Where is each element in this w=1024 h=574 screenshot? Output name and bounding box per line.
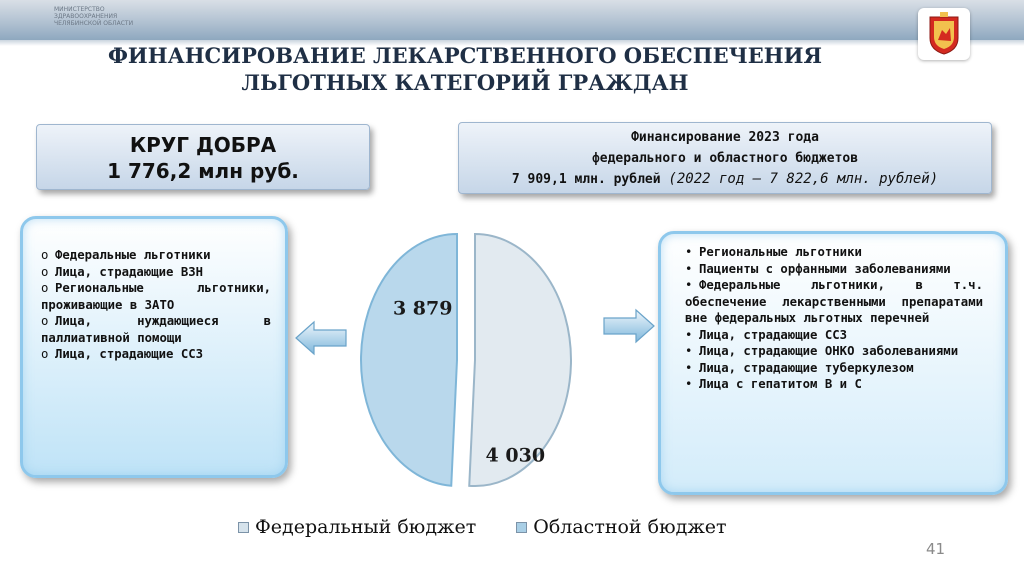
federal-categories-panel: [20, 216, 288, 478]
financing-previous-year: (2022 год – 7 822,6 млн. рублей): [668, 171, 939, 187]
list-item-text: Лица, страдающие туберкулезом: [699, 360, 914, 375]
list-item-text: Федеральные льготники, в т.ч. обеспечение лекарственными препаратами вне федеральных льготных перечней: [685, 278, 983, 325]
list-item: [685, 343, 983, 360]
dot-bullet-icon: •: [685, 360, 693, 375]
legend-item-federal: [238, 516, 476, 538]
page-title-line1: ФИНАНСИРОВАНИЕ ЛЕКАРСТВЕННОГО ОБЕСПЕЧЕНИЯ: [108, 43, 822, 68]
coat-of-arms-icon: [918, 8, 970, 60]
circle-bullet-icon: o: [41, 248, 49, 262]
ministry-caption: [54, 6, 133, 27]
ministry-line: ЧЕЛЯБИНСКОЙ ОБЛАСТИ: [54, 20, 134, 27]
list-item: [41, 247, 271, 264]
list-item: [41, 313, 271, 346]
list-item: [685, 376, 983, 393]
arrow-left-icon: [294, 320, 348, 356]
list-item-text: Федеральные льготники: [55, 248, 211, 262]
legend-swatch: [516, 522, 527, 533]
ministry-line: МИНИСТЕРСТВО: [54, 6, 105, 13]
budget-pie-chart: [352, 222, 580, 500]
circle-bullet-icon: o: [41, 264, 49, 279]
krug-dobra-box: [36, 124, 370, 190]
list-item: [685, 327, 983, 344]
page-title-line2: ЛЬГОТНЫХ КАТЕГОРИЙ ГРАЖДАН: [241, 70, 689, 95]
circle-bullet-icon: o: [41, 347, 49, 361]
dot-bullet-icon: •: [685, 278, 693, 292]
financing-total: 7 909,1 млн. рублей: [511, 172, 669, 187]
pie-value-label: 4 030: [485, 444, 546, 467]
dot-bullet-icon: •: [685, 344, 693, 358]
list-item-text: Лица, нуждающиеся в паллиативной помощи: [41, 314, 271, 345]
legend-label: Областной бюджет: [533, 516, 727, 538]
dot-bullet-icon: •: [685, 261, 693, 276]
list-item: [41, 280, 271, 313]
pie-slice-federal: [361, 234, 457, 486]
krug-dobra-title: КРУГ ДОБРА: [129, 133, 277, 157]
list-item: [41, 346, 271, 363]
list-item-text: Лица, страдающие ССЗ: [55, 347, 204, 361]
financing-line2: федерального и областного бюджетов: [591, 151, 859, 166]
dot-bullet-icon: •: [685, 327, 693, 342]
pie-value-label: 3 879: [392, 297, 453, 320]
list-item-text: Лица, страдающие ССЗ: [699, 327, 848, 342]
krug-dobra-amount: 1 776,2 млн руб.: [107, 159, 299, 183]
legend-item-regional: [516, 516, 726, 538]
list-item: [685, 261, 983, 278]
dot-bullet-icon: •: [685, 245, 693, 259]
list-item-text: Пациенты с орфанными заболеваниями: [699, 261, 951, 276]
financing-line1: Финансирование 2023 года: [631, 130, 819, 145]
circle-bullet-icon: o: [41, 314, 49, 328]
list-item-text: Региональные льготники: [699, 245, 862, 259]
list-item-text: Региональные льготники, проживающие в ЗАТО: [41, 281, 271, 312]
legend-label: Федеральный бюджет: [255, 516, 477, 538]
page-title: [60, 42, 870, 96]
page-number: 41: [926, 540, 946, 558]
list-item: [685, 360, 983, 377]
financing-box: [458, 122, 992, 194]
list-item: [41, 264, 271, 281]
list-item-text: Лица, страдающие ВЗН: [55, 264, 204, 279]
federal-categories-list: [41, 247, 271, 363]
list-item-text: Лица, страдающие ОНКО заболеваниями: [699, 344, 959, 358]
regional-categories-list: [685, 244, 983, 393]
list-item-text: Лица с гепатитом В и С: [699, 377, 862, 391]
top-banner: [0, 0, 1024, 40]
dot-bullet-icon: •: [685, 377, 693, 391]
arrow-right-icon: [602, 308, 656, 344]
circle-bullet-icon: o: [41, 281, 49, 295]
legend-swatch: [238, 522, 249, 533]
chart-legend: [238, 516, 767, 538]
financing-line3: [459, 169, 991, 190]
regional-categories-panel: [658, 231, 1008, 495]
list-item: [685, 244, 983, 261]
ministry-line: ЗДРАВООХРАНЕНИЯ: [54, 13, 118, 20]
list-item: [685, 277, 983, 327]
